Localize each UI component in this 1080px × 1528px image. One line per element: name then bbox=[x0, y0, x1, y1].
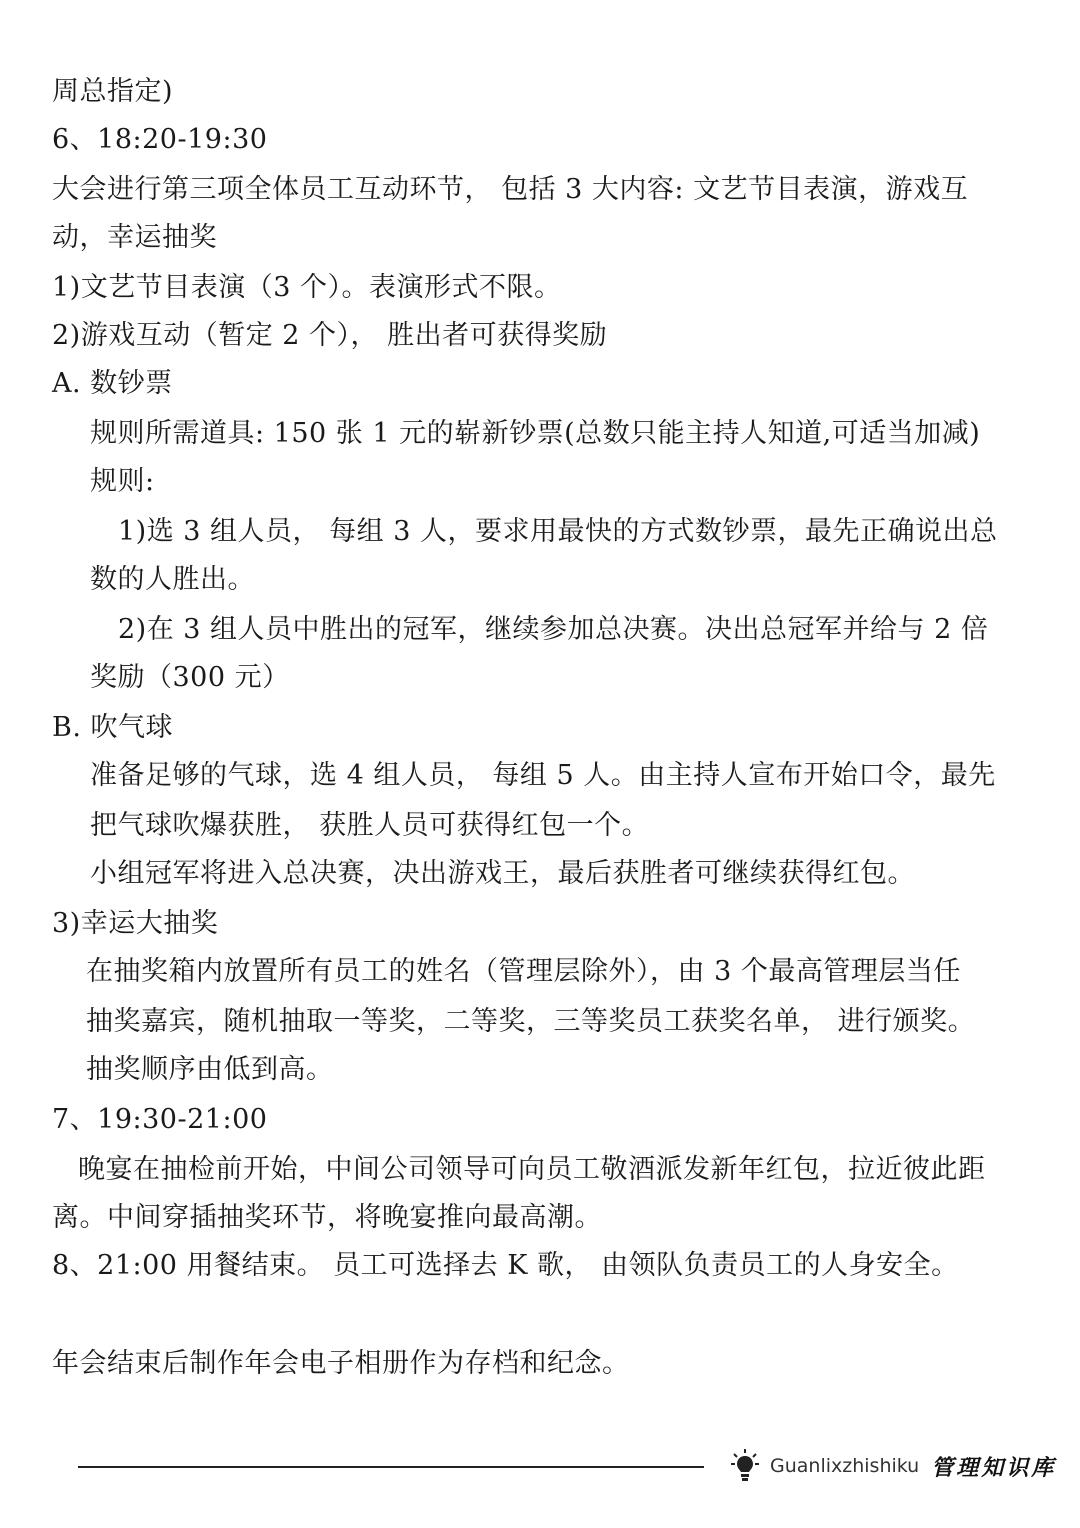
text-line: 2)游戏互动（暂定 2 个）， 胜出者可获得奖励 bbox=[52, 320, 608, 351]
brand-cjk-text: 管理知识库 bbox=[931, 1454, 1057, 1481]
text-line: 在抽奖箱内放置所有员工的姓名（管理层除外），由 3 个最高管理层当任 bbox=[86, 956, 961, 987]
text-line: 抽奖顺序由低到高。 bbox=[86, 1054, 334, 1085]
text-line: 动，幸运抽奖 bbox=[52, 222, 217, 253]
text-line: 准备足够的气球，选 4 组人员， 每组 5 人。由主持人宣布开始口令，最先 bbox=[90, 760, 996, 791]
text-line: 1)文艺节目表演（3 个）。表演形式不限。 bbox=[52, 272, 562, 303]
text-line: 规则: bbox=[90, 466, 155, 497]
section-heading-8: 8、21:00 用餐结束。 员工可选择去 K 歌， 由领队负责员工的人身安全。 bbox=[52, 1250, 959, 1281]
text-line: 小组冠军将进入总决赛，决出游戏王，最后获胜者可继续获得红包。 bbox=[90, 858, 915, 889]
brand-latin-text: Guanlixzhishiku bbox=[770, 1455, 920, 1477]
footer-divider bbox=[78, 1466, 704, 1468]
text-line: 大会进行第三项全体员工互动环节， 包括 3 大内容: 文艺节目表演，游戏互 bbox=[52, 174, 969, 205]
footer-brand bbox=[730, 1446, 1056, 1486]
text-line: 数的人胜出。 bbox=[90, 564, 255, 595]
text-line: 规则所需道具: 150 张 1 元的崭新钞票(总数只能主持人知道,可适当加减) bbox=[90, 418, 981, 449]
text-line: 1)选 3 组人员， 每组 3 人，要求用最快的方式数钞票，最先正确说出总 bbox=[118, 516, 998, 547]
text-line: 周总指定) bbox=[52, 76, 174, 107]
item-heading-a: A. 数钞票 bbox=[52, 368, 173, 399]
text-line: 奖励（300 元） bbox=[90, 662, 290, 693]
lightbulb-icon bbox=[730, 1448, 760, 1484]
section-heading-7: 7、19:30-21:00 bbox=[52, 1104, 268, 1135]
text-line: 离。中间穿插抽奖环节，将晚宴推向最高潮。 bbox=[52, 1202, 602, 1233]
item-heading-b: B. 吹气球 bbox=[52, 712, 174, 743]
text-line: 抽奖嘉宾，随机抽取一等奖，二等奖，三等奖员工获奖名单， 进行颁奖。 bbox=[86, 1006, 976, 1037]
text-line: 2)在 3 组人员中胜出的冠军，继续参加总决赛。决出总冠军并给与 2 倍 bbox=[118, 614, 989, 645]
section-heading-6: 6、18:20-19:30 bbox=[52, 124, 268, 155]
text-line: 3)幸运大抽奖 bbox=[52, 908, 219, 939]
text-line: 把气球吹爆获胜， 获胜人员可获得红包一个。 bbox=[90, 810, 650, 841]
text-line: 晚宴在抽检前开始，中间公司领导可向员工敬酒派发新年红包，拉近彼此距 bbox=[78, 1154, 986, 1185]
closing-line: 年会结束后制作年会电子相册作为存档和纪念。 bbox=[52, 1348, 630, 1379]
